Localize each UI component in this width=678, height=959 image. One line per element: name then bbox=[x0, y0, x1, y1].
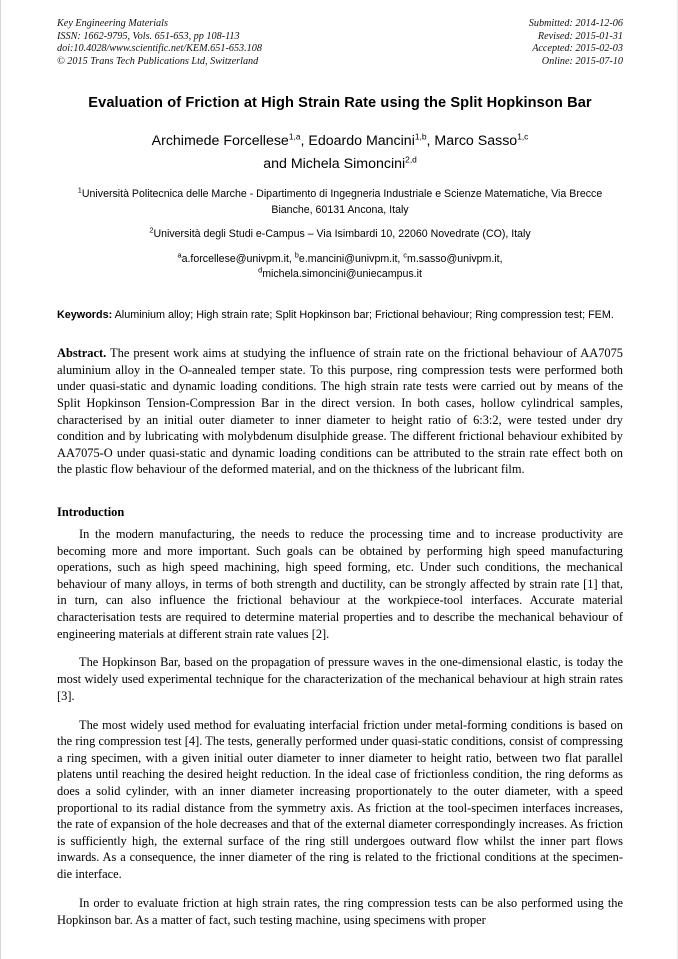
author-name-mancini: Edoardo Mancini bbox=[308, 133, 415, 150]
intro-paragraph-2: The Hopkinson Bar, based on the propagation of pressure waves in the one-dimensional elastic, is today the most widely used experimental technique for the characterization of the mechanical behaviour at high strain rates [3]. bbox=[57, 655, 623, 703]
email-line-1 bbox=[57, 252, 623, 267]
masthead-journal-info bbox=[57, 18, 262, 68]
journal-issn: ISSN: 1662-9795, Vols. 651-653, pp 108-113 bbox=[57, 30, 240, 42]
author-sup-sasso: 1,c bbox=[517, 131, 529, 142]
keywords-label: Keywords: bbox=[57, 308, 113, 321]
journal-doi: doi:10.4028/www.scientific.net/KEM.651-653.108 bbox=[57, 43, 262, 55]
masthead bbox=[57, 18, 623, 68]
email-marker-b: b bbox=[294, 250, 299, 260]
affiliation-2 bbox=[57, 227, 623, 242]
email-marker-a: a bbox=[177, 250, 182, 260]
intro-paragraph-3: The most widely used method for evaluating interfacial friction under metal-forming conditions is based on the ring compression test [4]. The tests, generally performed under quasi-static conditions, consist of compressing a ring specimen, with a given initial outer diameter to inner diameter to height ratio, between two flat parallel platens until reaching the desired height reduction. In the ideal case of frictionless condition, the ring deforms as does a solid cylinder, with an inner diameter increasing proportionately to the outer diameter, with a speed proportional to its radial distance from the symmetry axis. As friction at the tool-specimen interfaces increases, the rate of expansion of the hole decreases and that of the external diameter correspondingly increases. As friction is sufficiently high, the external surface of the ring still undergoes outward flow whilst the inner part flows inwards. As a consequence, the inner diameter of the ring is related to the frictional conditions at the specimen-die interface. bbox=[57, 717, 623, 881]
abstract-text: The present work aims at studying the influence of strain rate on the frictional behaviour of AA7075 aluminium alloy in the O-annealed temper state. To this purpose, ring compression tests were performed both under quasi-static and dynamic loading conditions. The high strain rate tests were carried out by means of the Split Hopkinson Tension-Compression Bar in the direct version. In both cases, hollow cylindrical samples, characterised by an initial outer diameter to inner diameter to height ratio of 6:3:2, were tested under dry condition and by lubricating with molybdenum disulphide grease. The different frictional behaviour exhibited by AA7075-O under quasi-static and dynamic loading conditions can be attributed to the strain rate effect both on the plastic flow behaviour of the deformed material, and on the thickness of the lubricant film. bbox=[57, 346, 623, 477]
author-name-simoncini: Michela Simoncini bbox=[290, 156, 406, 173]
email-simoncini[interactable]: michela.simoncini@uniecampus.it bbox=[262, 267, 422, 280]
email-mancini[interactable]: e.mancini@univpm.it, bbox=[298, 252, 404, 265]
author-sup-mancini: 1,b bbox=[414, 131, 427, 142]
journal-name: Key Engineering Materials bbox=[57, 18, 168, 29]
author-separator-1: , bbox=[300, 133, 309, 150]
author-separator-2: , bbox=[426, 133, 435, 150]
email-marker-d: d bbox=[258, 265, 263, 275]
keywords-block bbox=[57, 308, 623, 324]
date-revised: Revised: 2015-01-31 bbox=[537, 30, 623, 42]
abstract-label: Abstract. bbox=[57, 346, 107, 361]
affiliation-marker-2: 2 bbox=[149, 225, 154, 235]
intro-paragraph-1: In the modern manufacturing, the needs to reduce the processing time and to increase productivity are becoming more and more important. Such goals can be obtained by performing high speed manufacturing operations, such as high speed machining, high speed forming, etc. Under such conditions, the mechanical behaviour of many alloys, in terms of both strength and ductility, can be strongly affected by strain rate [1] that, in turn, can also influence the frictional behaviour at the workpiece-tool interfaces. Accurate material characterisation tests are required to determine material properties and to describe the mechanical behaviour of engineering materials at different strain rate values [2]. bbox=[57, 526, 623, 641]
date-submitted: Submitted: 2014-12-06 bbox=[528, 18, 623, 29]
paper-title: Evaluation of Friction at High Strain Rate using the Split Hopkinson Bar bbox=[88, 95, 592, 112]
email-line-2 bbox=[57, 267, 623, 282]
author-list bbox=[57, 130, 623, 176]
email-sasso[interactable]: m.sasso@univpm.it, bbox=[407, 252, 503, 265]
section-heading-introduction: Introduction bbox=[57, 504, 125, 519]
author-conjunction: and bbox=[263, 156, 291, 173]
affiliation-text-1: Università Politecnica delle Marche - Dipartimento di Ingegneria Industriale e Scienze Matematiche, Via Brecce Bianche, 60131 Ancona, Italy bbox=[81, 188, 603, 216]
affiliation-1 bbox=[57, 187, 623, 218]
email-marker-c: c bbox=[403, 250, 407, 260]
author-line-1 bbox=[57, 130, 623, 153]
author-line-2 bbox=[57, 153, 623, 176]
author-name-forcellese: Archimede Forcellese bbox=[151, 133, 289, 150]
date-accepted: Accepted: 2015-02-03 bbox=[532, 43, 623, 55]
abstract-block bbox=[57, 345, 623, 478]
affiliation-list bbox=[57, 187, 623, 242]
email-list bbox=[57, 252, 623, 282]
affiliation-text-2: Università degli Studi e-Campus – Via Isimbardi 10, 22060 Novedrate (CO), Italy bbox=[153, 228, 531, 241]
author-sup-forcellese: 1,a bbox=[288, 131, 301, 142]
author-sup-simoncini: 2,d bbox=[405, 154, 417, 165]
masthead-dates bbox=[529, 18, 623, 68]
journal-copyright: © 2015 Trans Tech Publications Ltd, Switzerland bbox=[57, 55, 259, 67]
intro-paragraph-4: In order to evaluate friction at high strain rates, the ring compression tests can be also performed using the Hopkinson bar. As a matter of fact, such testing machine, using specimens with proper bbox=[57, 895, 623, 927]
keywords-text: Aluminium alloy; High strain rate; Split Hopkinson bar; Frictional behaviour; Ring compression test; FEM. bbox=[112, 308, 614, 321]
email-forcellese[interactable]: a.forcellese@univpm.it, bbox=[181, 252, 295, 265]
affiliation-marker-1: 1 bbox=[77, 185, 82, 195]
author-name-sasso: Marco Sasso bbox=[434, 133, 518, 150]
date-online: Online: 2015-07-10 bbox=[541, 55, 623, 67]
